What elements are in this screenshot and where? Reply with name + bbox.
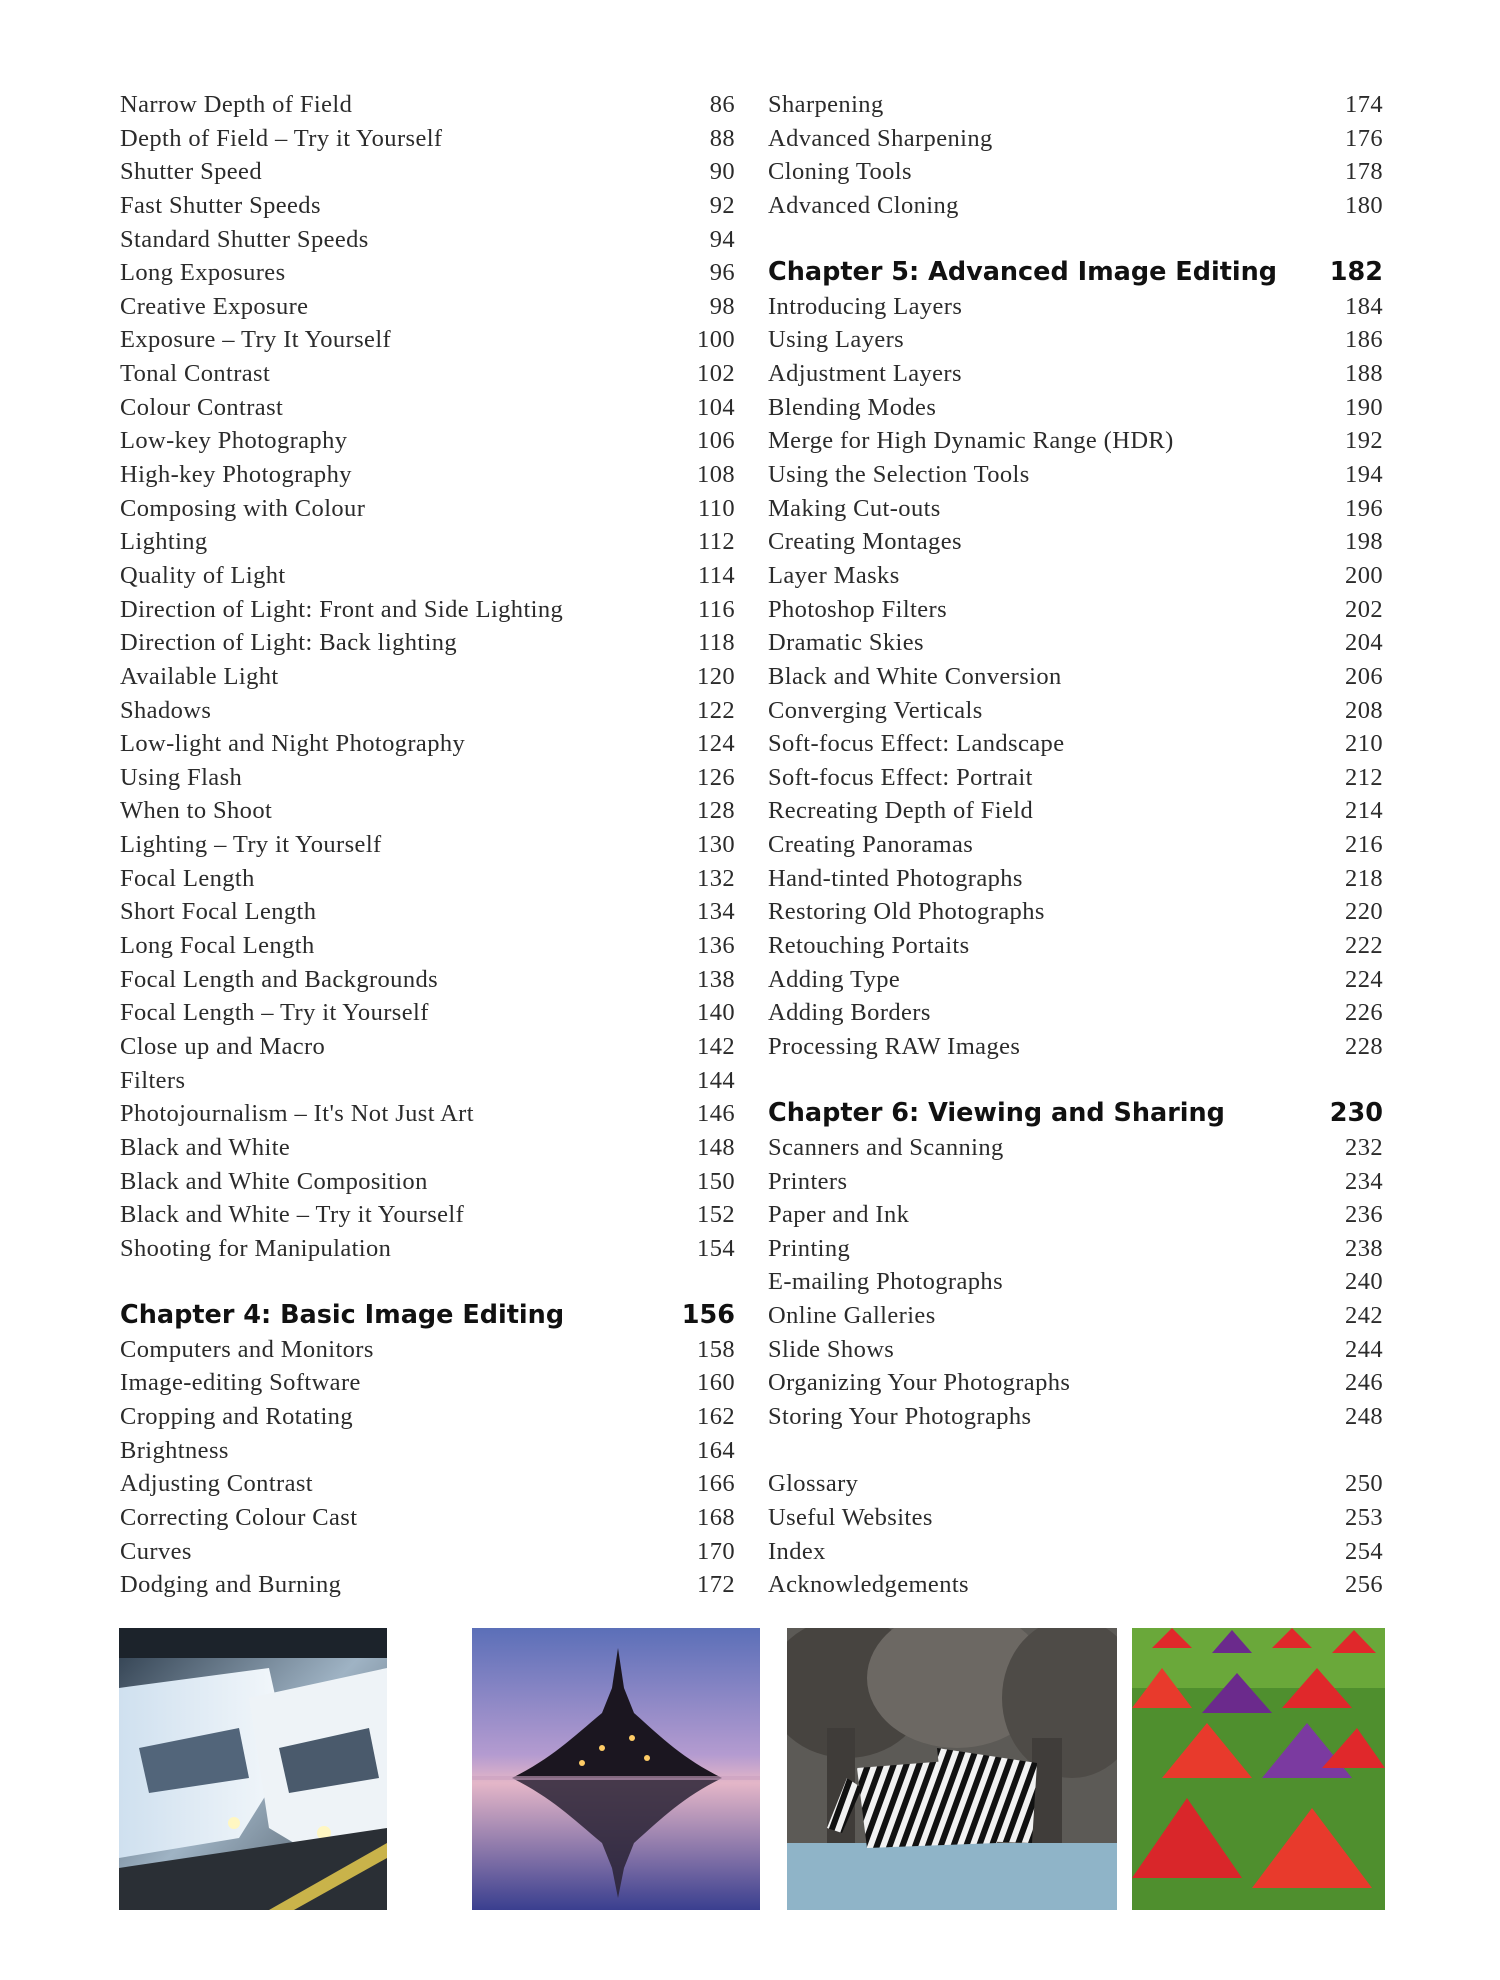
entry-title: High-key Photography [120,461,352,489]
page-number: 152 [697,1201,735,1229]
entry-title: Slide Shows [768,1335,895,1363]
toc-entry [768,828,1383,862]
toc-entry [768,1467,1383,1501]
page-number: 158 [697,1335,735,1363]
page-number: 90 [709,158,735,186]
entry-title: Adjusting Contrast [120,1470,313,1498]
toc-entry [768,424,1383,458]
page-number: 148 [697,1133,735,1161]
page-number: 202 [1345,595,1383,623]
toc-entry [120,1333,735,1367]
toc-entry [120,424,735,458]
toc-entry [120,492,735,526]
entry-title: Cropping and Rotating [120,1402,353,1430]
entry-title: Brightness [120,1436,229,1464]
toc-entry [120,963,735,997]
page-number: 122 [697,696,735,724]
toc-entry [768,155,1383,189]
toc-spacer [120,1265,735,1299]
page-number: 120 [697,662,735,690]
entry-title: Shutter Speed [120,158,262,186]
page-number: 212 [1345,763,1383,791]
entry-title: Paper and Ink [768,1201,910,1229]
page-number: 218 [1345,864,1383,892]
page-number: 86 [709,91,735,118]
page-number: 244 [1345,1335,1383,1363]
page-number: 240 [1345,1268,1383,1296]
entry-title: Making Cut-outs [768,494,941,522]
page-number: 184 [1345,292,1383,320]
page-number: 210 [1345,730,1383,758]
entry-title: Low-light and Night Photography [120,730,466,758]
page-number: 170 [697,1537,735,1565]
entry-title: Storing Your Photographs [768,1402,1032,1430]
entry-title: Standard Shutter Speeds [120,225,369,253]
entry-title: Black and White Composition [120,1167,428,1195]
toc-entry [768,1299,1383,1333]
entry-title: Creating Panoramas [768,831,974,859]
page-number: 250 [1345,1470,1383,1498]
page-number: 253 [1345,1503,1383,1531]
entry-title: Blending Modes [768,393,937,421]
entry-title: Using the Selection Tools [768,461,1030,489]
page-number: 192 [1345,427,1383,455]
toc-entry [768,593,1383,627]
toc-chapter-heading [120,1299,735,1333]
entry-title: Organizing Your Photographs [768,1369,1071,1397]
toc-chapter-heading [768,256,1383,290]
entry-title: Focal Length and Backgrounds [120,965,439,993]
toc-entry [768,862,1383,896]
toc-entry [120,794,735,828]
toc-left-column [120,88,735,1602]
toc-entry [120,727,735,761]
page-number: 230 [1329,1098,1383,1129]
entry-title: Filters [120,1066,186,1094]
toc-entry [768,1568,1383,1602]
page-number: 104 [697,393,735,421]
page-number: 238 [1345,1234,1383,1262]
toc-entry [768,660,1383,694]
toc-spacer [768,223,1383,257]
toc-entry [768,357,1383,391]
entry-title: Direction of Light: Back lighting [120,629,458,657]
toc-entry [768,996,1383,1030]
toc-entry [120,1198,735,1232]
entry-title: Creative Exposure [120,292,309,320]
page-number: 134 [697,898,735,926]
page-number: 228 [1345,1032,1383,1060]
toc-right-column [768,88,1383,1602]
entry-title: Photojournalism – It's Not Just Art [120,1100,474,1128]
toc-entry [120,1568,735,1602]
entry-title: Index [768,1537,826,1565]
toc-entry [120,1467,735,1501]
toc-entry [120,88,735,122]
toc-entry [120,1097,735,1131]
toc-entry [120,357,735,391]
page-number: 246 [1345,1369,1383,1397]
page-number: 94 [709,225,735,253]
entry-title: Correcting Colour Cast [120,1503,358,1531]
page-number: 206 [1345,662,1383,690]
entry-title: Scanners and Scanning [768,1133,1004,1161]
chapter-title: Chapter 4: Basic Image Editing [120,1300,565,1331]
entry-title: When to Shoot [120,797,273,825]
page-number: 130 [697,831,735,859]
page-number: 234 [1345,1167,1383,1195]
entry-title: Converging Verticals [768,696,983,724]
colourful-cones-photo [1132,1628,1385,1910]
toc-entry [768,1400,1383,1434]
bullet-trains-photo [119,1628,387,1910]
entry-title: Acknowledgements [768,1571,969,1599]
toc-entry [120,323,735,357]
toc-entry [120,458,735,492]
entry-title: Lighting [120,528,208,556]
toc-entry [120,828,735,862]
page-number: 216 [1345,831,1383,859]
page-number: 144 [697,1066,735,1094]
entry-title: Computers and Monitors [120,1335,374,1363]
toc-entry [120,1064,735,1098]
toc-entry [768,929,1383,963]
toc-entry [120,1131,735,1165]
page-number: 154 [697,1234,735,1262]
toc-entry [768,1165,1383,1199]
entry-title: Close up and Macro [120,1032,326,1060]
entry-title: Retouching Portaits [768,932,970,960]
toc-entry [768,458,1383,492]
page-number: 100 [697,326,735,354]
entry-title: Low-key Photography [120,427,348,455]
entry-title: Printers [768,1167,848,1195]
toc-entry [120,122,735,156]
entry-title: Recreating Depth of Field [768,797,1034,825]
entry-title: Tonal Contrast [120,360,271,388]
chapter-title: Chapter 6: Viewing and Sharing [768,1098,1225,1129]
entry-title: Sharpening [768,91,884,118]
entry-title: Long Focal Length [120,932,315,960]
page-number: 138 [697,965,735,993]
entry-title: Soft-focus Effect: Portrait [768,763,1033,791]
entry-title: Shadows [120,696,212,724]
zebras-elephants-photo [787,1628,1117,1910]
page-number: 236 [1345,1201,1383,1229]
page-number: 208 [1345,696,1383,724]
page-number: 150 [697,1167,735,1195]
toc-entry [768,391,1383,425]
toc-entry [120,525,735,559]
toc-entry [768,761,1383,795]
toc-entry [768,525,1383,559]
toc-entry [120,626,735,660]
toc-spacer [768,1064,1383,1098]
toc-entry [768,626,1383,660]
entry-title: Glossary [768,1470,859,1498]
entry-title: Advanced Sharpening [768,124,993,152]
page-number: 256 [1345,1571,1383,1599]
entry-title: Focal Length [120,864,255,892]
page-number: 126 [697,763,735,791]
toc-entry [768,189,1383,223]
entry-title: Merge for High Dynamic Range (HDR) [768,427,1174,455]
toc-entry [768,290,1383,324]
page-number: 166 [697,1470,735,1498]
entry-title: Introducing Layers [768,292,963,320]
toc-entry [768,122,1383,156]
toc-entry [120,290,735,324]
toc-chapter-heading [768,1097,1383,1131]
page-number: 110 [697,494,735,522]
toc-entry [768,794,1383,828]
page-number: 190 [1345,393,1383,421]
entry-title: Quality of Light [120,561,286,589]
castle-island-photo [472,1628,760,1910]
page-number: 242 [1345,1302,1383,1330]
page-number: 156 [681,1300,735,1331]
entry-title: Using Flash [120,763,243,791]
page-number: 106 [697,427,735,455]
toc-entry [768,1535,1383,1569]
toc-entry [768,1265,1383,1299]
entry-title: Online Galleries [768,1302,936,1330]
entry-title: Advanced Cloning [768,191,959,219]
toc-entry [120,929,735,963]
entry-title: Black and White [120,1133,291,1161]
page-number: 178 [1345,158,1383,186]
entry-title: Hand-tinted Photographs [768,864,1023,892]
toc-entry [120,593,735,627]
entry-title: Colour Contrast [120,393,284,421]
entry-title: Fast Shutter Speeds [120,191,321,219]
page-number: 254 [1345,1537,1383,1565]
page-number: 168 [697,1503,735,1531]
entry-title: Focal Length – Try it Yourself [120,999,429,1027]
entry-title: Composing with Colour [120,494,366,522]
page-number: 112 [697,528,735,556]
toc-entry [120,761,735,795]
page-number: 98 [709,292,735,320]
toc-entry [768,1366,1383,1400]
page-number: 172 [697,1571,735,1599]
page-number: 186 [1345,326,1383,354]
toc-entry [120,155,735,189]
page-number: 248 [1345,1402,1383,1430]
page-number: 174 [1345,91,1383,118]
page-number: 176 [1345,124,1383,152]
toc-entry [120,996,735,1030]
entry-title: Narrow Depth of Field [120,91,353,118]
entry-title: Creating Montages [768,528,962,556]
page-number: 124 [697,730,735,758]
toc-entry [120,1165,735,1199]
page-number: 232 [1345,1133,1383,1161]
toc-entry [120,256,735,290]
toc-entry [120,223,735,257]
page-number: 146 [697,1100,735,1128]
photo-strip [119,1628,1385,1910]
page-number: 214 [1345,797,1383,825]
toc-entry [120,1030,735,1064]
page-number: 198 [1345,528,1383,556]
page-number: 132 [697,864,735,892]
page-number: 220 [1345,898,1383,926]
toc-entry [768,694,1383,728]
entry-title: Shooting for Manipulation [120,1234,392,1262]
toc-entry [768,1030,1383,1064]
toc-entry [120,1501,735,1535]
toc-entry [768,1501,1383,1535]
page-number: 96 [709,259,735,287]
entry-title: Layer Masks [768,561,900,589]
page-number: 162 [697,1402,735,1430]
entry-title: Adding Type [768,965,901,993]
entry-title: Useful Websites [768,1503,933,1531]
toc-entry [768,727,1383,761]
entry-title: Processing RAW Images [768,1032,1021,1060]
entry-title: Soft-focus Effect: Landscape [768,730,1065,758]
entry-title: Cloning Tools [768,158,912,186]
entry-title: Black and White Conversion [768,662,1062,690]
entry-title: Dodging and Burning [120,1571,342,1599]
page-number: 114 [697,561,735,589]
toc-entry [120,1400,735,1434]
toc-entry [120,189,735,223]
entry-title: Restoring Old Photographs [768,898,1045,926]
page-number: 194 [1345,461,1383,489]
page-number: 180 [1345,191,1383,219]
entry-title: Depth of Field – Try it Yourself [120,124,443,152]
page-number: 226 [1345,999,1383,1027]
page-number: 142 [697,1032,735,1060]
entry-title: Using Layers [768,326,905,354]
toc-entry [120,391,735,425]
entry-title: Lighting – Try it Yourself [120,831,382,859]
entry-title: Curves [120,1537,192,1565]
page-number: 140 [697,999,735,1027]
page-number: 118 [697,629,735,657]
toc-entry [768,1198,1383,1232]
page-number: 136 [697,932,735,960]
toc-spacer [768,1434,1383,1468]
toc-entry [120,1366,735,1400]
entry-title: Image-editing Software [120,1369,361,1397]
toc-entry [120,862,735,896]
entry-title: Long Exposures [120,259,286,287]
entry-title: Black and White – Try it Yourself [120,1201,465,1229]
page-number: 182 [1329,257,1383,288]
page-number: 224 [1345,965,1383,993]
toc-entry [768,559,1383,593]
toc-entry [120,1434,735,1468]
page-number: 164 [697,1436,735,1464]
toc-entry [120,660,735,694]
toc-entry [768,1333,1383,1367]
toc-entry [768,895,1383,929]
toc-entry [120,1232,735,1266]
entry-title: Adding Borders [768,999,931,1027]
page-number: 102 [697,360,735,388]
entry-title: Photoshop Filters [768,595,948,623]
page-number: 188 [1345,360,1383,388]
entry-title: Available Light [120,662,279,690]
entry-title: E-mailing Photographs [768,1268,1004,1296]
toc-entry [768,88,1383,122]
page-number: 108 [697,461,735,489]
toc-entry [120,895,735,929]
page-number: 222 [1345,932,1383,960]
entry-title: Adjustment Layers [768,360,962,388]
entry-title: Printing [768,1234,851,1262]
toc-entry [768,492,1383,526]
page-number: 196 [1345,494,1383,522]
entry-title: Dramatic Skies [768,629,924,657]
toc-entry [768,1232,1383,1266]
toc-entry [120,559,735,593]
page-number: 116 [697,595,735,623]
entry-title: Exposure – Try It Yourself [120,326,392,354]
toc-entry [120,1535,735,1569]
toc-entry [768,323,1383,357]
toc-entry [768,1131,1383,1165]
chapter-title: Chapter 5: Advanced Image Editing [768,257,1278,288]
page-number: 204 [1345,629,1383,657]
page-number: 160 [697,1369,735,1397]
entry-title: Direction of Light: Front and Side Lighting [120,595,564,623]
page-number: 200 [1345,561,1383,589]
page-number: 92 [709,191,735,219]
entry-title: Short Focal Length [120,898,317,926]
page-number: 128 [697,797,735,825]
toc-entry [768,963,1383,997]
toc-entry [120,694,735,728]
page-number: 88 [709,124,735,152]
